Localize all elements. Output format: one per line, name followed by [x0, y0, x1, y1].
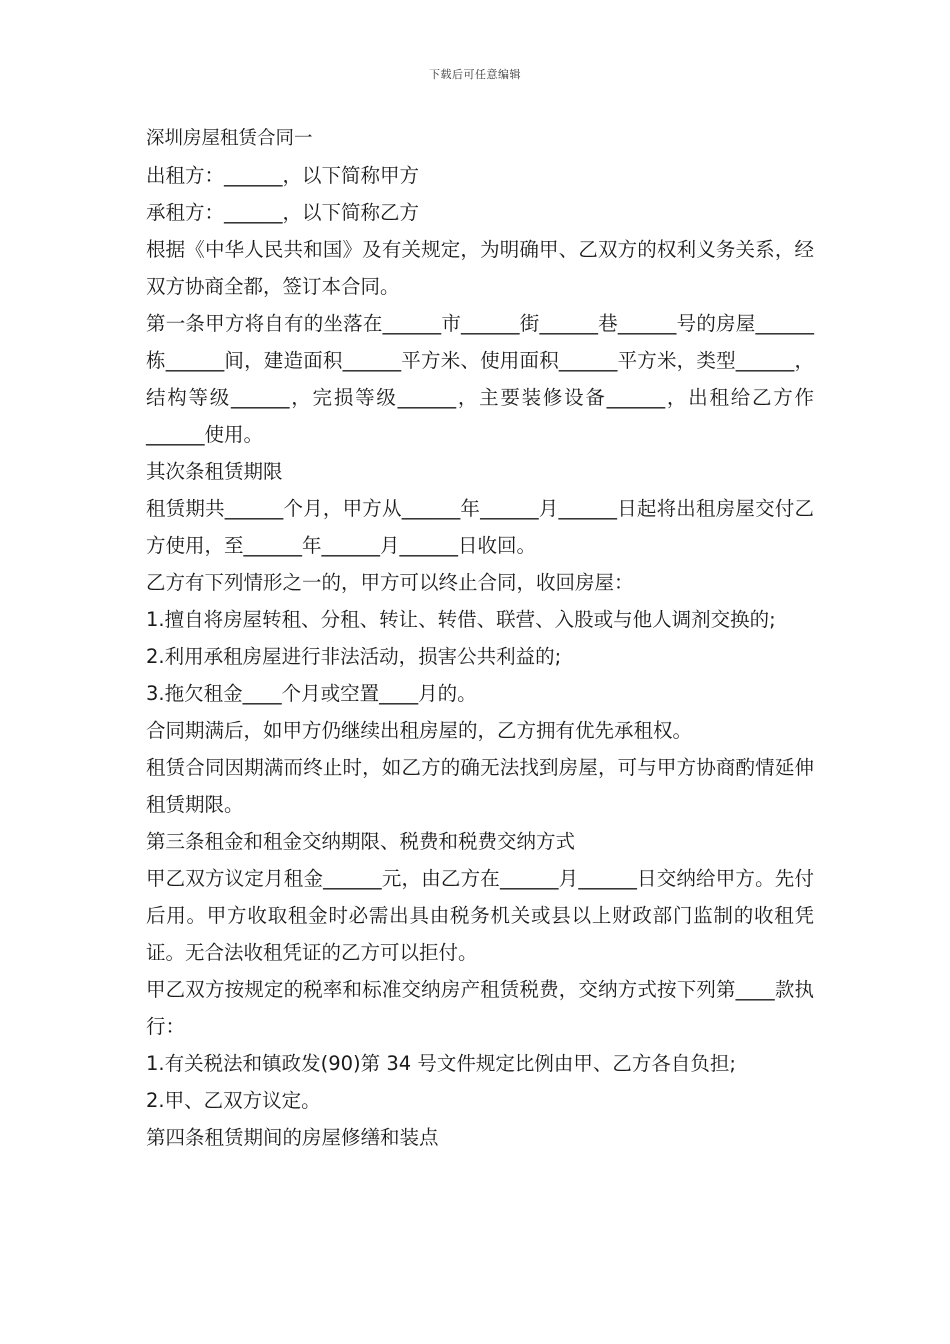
- article-1-paragraph: 第一条甲方将自有的坐落在______市______街______巷______号的房屋______栋______间，建造面积______平方米、使用面积______平方米，类型______，结构等级______，完损等级______，主要装修设备______，出租给乙方作______使用。: [146, 312, 814, 446]
- article-2-heading: 其次条租赁期限: [146, 460, 283, 483]
- rent-payment-paragraph: 甲乙双方议定月租金______元，由乙方在______月______日交纳给甲方。先付后用。甲方收取租金时必需出具由税务机关或县以上财政部门监制的收租凭证。无合法收租凭证的乙方可以拒付。: [146, 867, 814, 964]
- article-3-heading: 第三条租金和租金交纳期限、税费和税费交纳方式: [146, 830, 576, 853]
- termination-item-2: 2.利用承租房屋进行非法活动，损害公共利益的;: [146, 645, 562, 668]
- document-body: [146, 120, 814, 1156]
- termination-item-3: 3.拖欠租金____个月或空置____月的。: [146, 682, 477, 705]
- lessee-line: 承租方：______，以下简称乙方: [146, 201, 420, 224]
- article-4-heading: 第四条租赁期间的房屋修缮和装点: [146, 1126, 439, 1149]
- page-header: 下载后可任意编辑: [429, 68, 521, 81]
- tax-item-1: 1.有关税法和镇政发(90)第 34 号文件规定比例由甲、乙方各自负担;: [146, 1052, 736, 1075]
- preamble-paragraph: 根据《中华人民共和国》及有关规定，为明确甲、乙双方的权利义务关系，经双方协商全都，签订本合同。: [146, 238, 814, 298]
- extension-paragraph: 租赁合同因期满而终止时，如乙方的确无法找到房屋，可与甲方协商酌情延伸租赁期限。: [146, 756, 814, 816]
- document-title: 深圳房屋租赁合同一: [146, 128, 313, 149]
- tax-paragraph: 甲乙双方按规定的税率和标准交纳房产租赁税费，交纳方式按下列第____款执行：: [146, 978, 814, 1038]
- lessor-line: 出租方：______，以下简称甲方: [146, 164, 420, 187]
- renewal-priority-paragraph: 合同期满后，如甲方仍继续出租房屋的，乙方拥有优先承租权。: [146, 719, 693, 742]
- termination-intro: 乙方有下列情形之一的，甲方可以终止合同，收回房屋：: [146, 571, 634, 594]
- tax-item-2: 2.甲、乙双方议定。: [146, 1089, 321, 1112]
- termination-item-1: 1.擅自将房屋转租、分租、转让、转借、联营、入股或与他人调剂交换的;: [146, 608, 776, 631]
- lease-term-paragraph: 租赁期共______个月，甲方从______年______月______日起将出租房屋交付乙方使用，至______年______月______日收回。: [146, 497, 814, 557]
